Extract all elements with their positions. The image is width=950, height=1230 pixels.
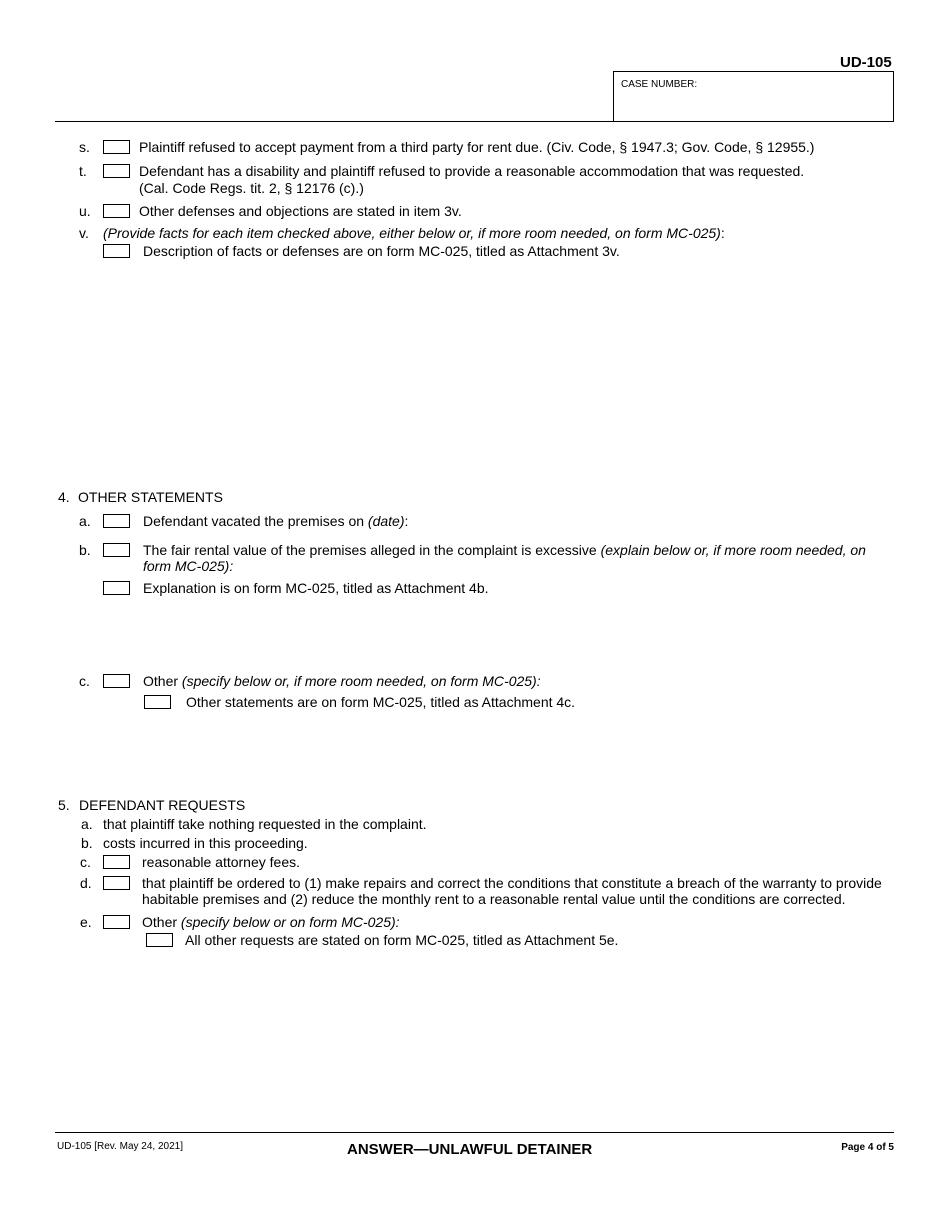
item-u-checkbox[interactable] <box>103 204 130 218</box>
footer-title: ANSWER—UNLAWFUL DETAINER <box>347 1141 593 1158</box>
section4-b-letter: b. <box>79 542 91 558</box>
section4-a-letter: a. <box>79 513 91 529</box>
footer-rule <box>55 1132 894 1133</box>
section5-e-letter: e. <box>80 914 92 930</box>
section5-e-italic: (specify below or on form MC-025): <box>180 914 400 930</box>
section4-c-letter: c. <box>79 673 90 689</box>
section4-a-date-hint: (date) <box>367 513 405 529</box>
section5-a-text: that plaintiff take nothing requested in the complaint. <box>103 816 427 832</box>
item-v-letter: v. <box>79 225 89 241</box>
case-number-label: CASE NUMBER: <box>621 79 698 90</box>
section4-a-suffix: : <box>404 513 409 529</box>
section5-a-letter: a. <box>81 816 93 832</box>
section4-c-italic: (specify below or, if more room needed, on form MC-025): <box>181 673 541 689</box>
item-u-text: Other defenses and objections are stated in item 3v. <box>139 203 462 219</box>
section4-a-checkbox[interactable] <box>103 514 130 528</box>
section4-b-attachment-text: Explanation is on form MC-025, titled as Attachment 4b. <box>143 580 489 596</box>
section5-title: DEFENDANT REQUESTS <box>79 797 246 813</box>
item-t-text-line2: (Cal. Code Regs. tit. 2, § 12176 (c).) <box>139 180 364 196</box>
section4-b-attachment-checkbox[interactable] <box>103 581 130 595</box>
item-t-text-line1: Defendant has a disability and plaintiff refused to provide a reasonable accommodation that was requested. <box>139 163 805 179</box>
section4-c-attachment-checkbox[interactable] <box>144 695 171 709</box>
item-s-checkbox[interactable] <box>103 140 130 154</box>
section4-b-italic1: (explain below or, if more room needed, on <box>600 542 866 558</box>
item-v-instruction <box>103 225 725 241</box>
item-u-letter: u. <box>79 203 91 219</box>
item-t-checkbox[interactable] <box>103 164 130 178</box>
section4-b-text <box>143 542 866 558</box>
footer-page: Page 4 of 5 <box>841 1142 894 1153</box>
section4-a-text <box>143 513 408 529</box>
item-s-letter: s. <box>79 139 90 155</box>
section4-c-attachment-text: Other statements are on form MC-025, titled as Attachment 4c. <box>186 694 576 710</box>
section5-e-attachment-checkbox[interactable] <box>146 933 173 947</box>
section5-number: 5. <box>58 797 70 813</box>
section4-c-checkbox[interactable] <box>103 674 130 688</box>
section5-d-text-line2: habitable premises and (2) reduce the monthly rent to a reasonable rental value until the conditions are corrected. <box>142 891 846 907</box>
section5-d-checkbox[interactable] <box>103 876 130 890</box>
item-s-text: Plaintiff refused to accept payment from a third party for rent due. (Civ. Code, § 1947.3; Gov. Code, § 12955.) <box>139 139 815 155</box>
header-rule <box>55 121 615 122</box>
section5-b-letter: b. <box>81 835 93 851</box>
section4-c-text <box>143 673 541 689</box>
section5-c-text: reasonable attorney fees. <box>142 854 300 870</box>
section5-c-letter: c. <box>80 854 91 870</box>
section5-d-text-line1: that plaintiff be ordered to (1) make repairs and correct the conditions that constitute a breach of the warranty to provide <box>142 875 882 891</box>
item-v-instruction-colon: : <box>720 225 725 241</box>
section5-e-checkbox[interactable] <box>103 915 130 929</box>
section4-title: OTHER STATEMENTS <box>78 489 223 505</box>
section4-b-italic2: form MC-025): <box>143 558 234 574</box>
section4-c-text-main: Other <box>143 673 182 689</box>
section5-e-attachment-text: All other requests are stated on form MC-025, titled as Attachment 5e. <box>185 932 619 948</box>
form-id: UD-105 <box>840 54 892 71</box>
case-number-box[interactable] <box>613 71 894 122</box>
section5-d-letter: d. <box>80 875 92 891</box>
item-v-attachment-checkbox[interactable] <box>103 244 130 258</box>
section4-b-text-main: The fair rental value of the premises alleged in the complaint is excessive <box>143 542 601 558</box>
section4-number: 4. <box>58 489 70 505</box>
item-v-instruction-italic: (Provide facts for each item checked above, either below or, if more room needed, on form MC-025) <box>103 225 721 241</box>
section5-e-text-main: Other <box>142 914 181 930</box>
section5-c-checkbox[interactable] <box>103 855 130 869</box>
item-v-attachment-text: Description of facts or defenses are on form MC-025, titled as Attachment 3v. <box>143 243 620 259</box>
item-t-letter: t. <box>79 163 87 179</box>
footer-rev: UD-105 [Rev. May 24, 2021] <box>57 1141 183 1152</box>
section5-b-text: costs incurred in this proceeding. <box>103 835 308 851</box>
section4-a-text-main: Defendant vacated the premises on <box>143 513 368 529</box>
section5-e-text <box>142 914 400 930</box>
section4-b-checkbox[interactable] <box>103 543 130 557</box>
